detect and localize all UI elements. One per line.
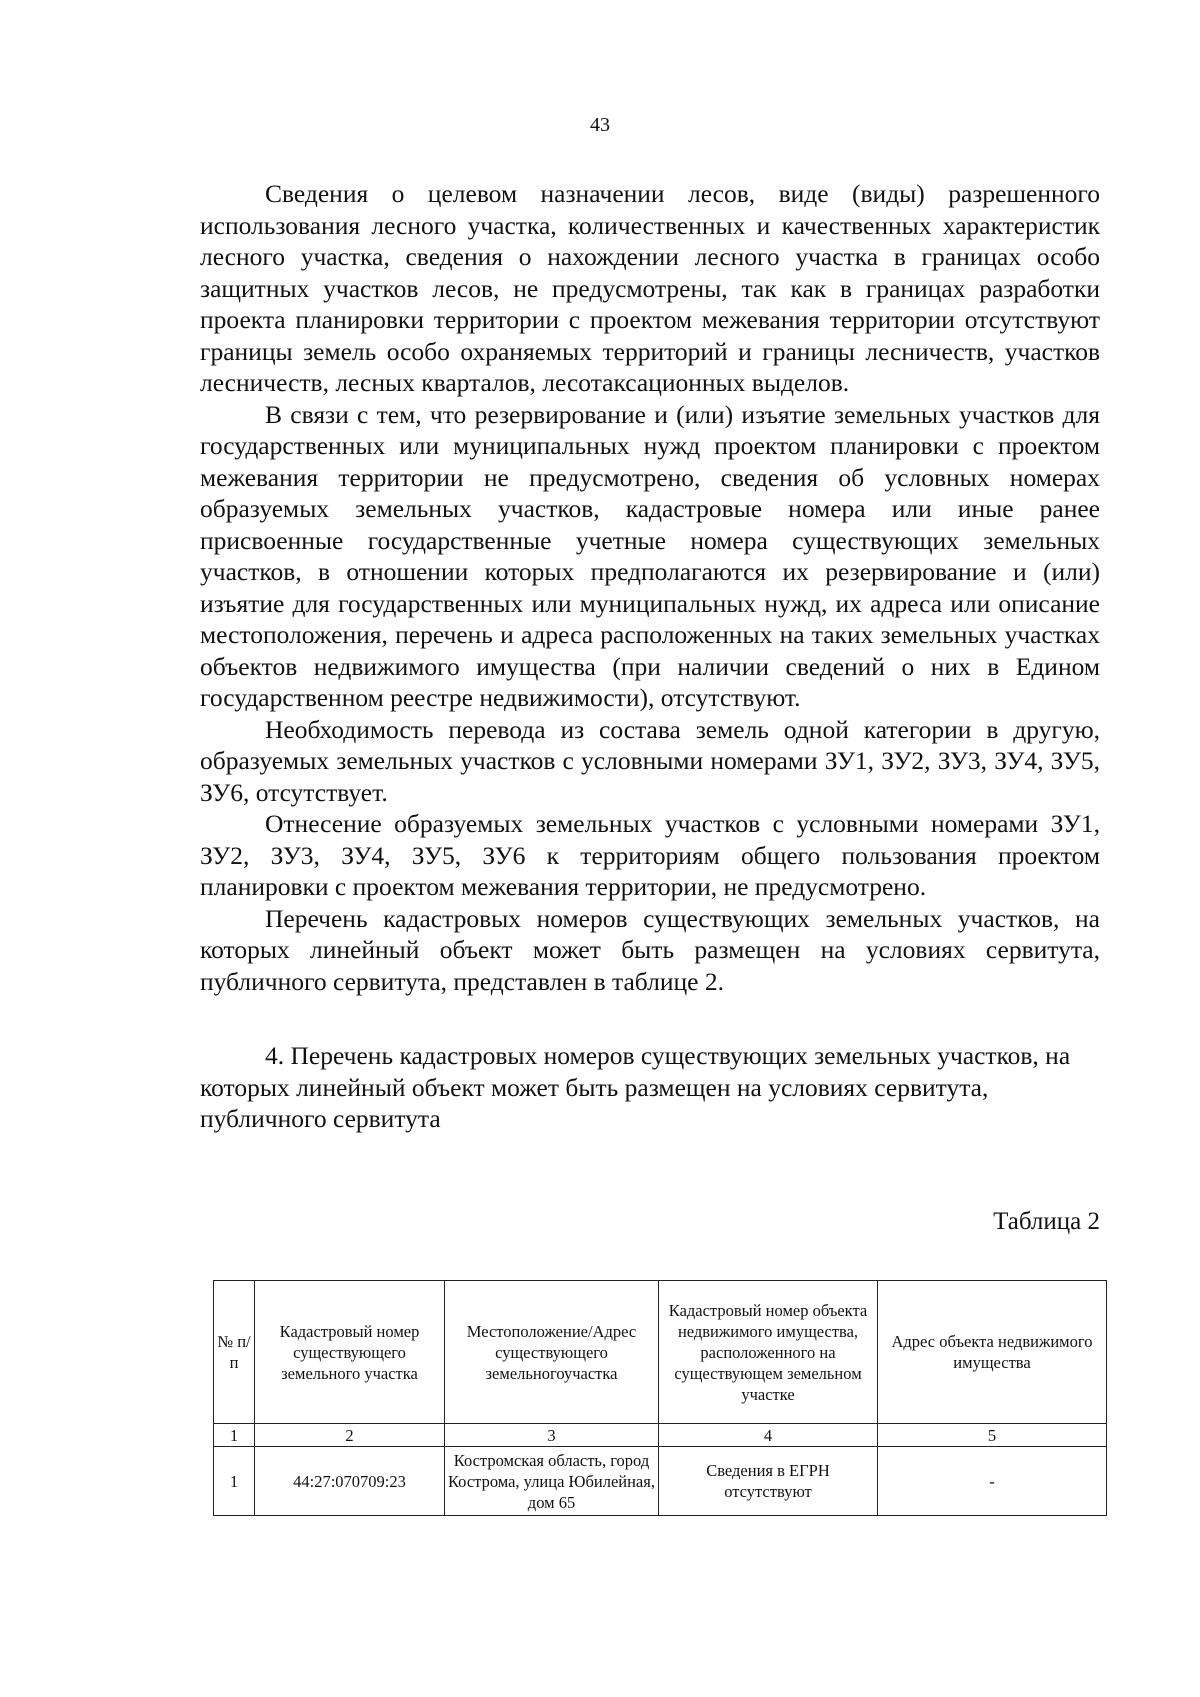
section-heading: 4. Перечень кадастровых номеров существующих земельных участков, на которых линейный объект может быть размещен на условиях сервитута, публичного сервитута: [200, 1041, 1071, 1133]
cell-object-address: -: [878, 1447, 1107, 1516]
cell-cadastral-number: 44:27:070709:23: [255, 1447, 445, 1516]
cell-row-number: 1: [214, 1447, 255, 1516]
column-number: 5: [878, 1424, 1107, 1447]
paragraph-forest-info: Сведения о целевом назначении лесов, виде (виды) разрешенного использования лесного участка, количественных и качественных характеристик лесного участка, сведения о нахождении лесного участка в границах особо защитных участков лесов, не предусмотрены, так как в границах разработки проекта планировки территории с проектом межевания территории отсутствуют границы земель особо охраняемых территорий и границы лесничеств, участков лесничеств, лесных кварталов, лесотаксационных выделов.: [200, 179, 1100, 397]
paragraph-servitude-reference: Перечень кадастровых номеров существующих земельных участков, на которых линейный объект может быть размещен на условиях сервитута, публичного сервитута, представлен в таблице 2.: [200, 903, 1100, 996]
header-object-address: Адрес объекта недвижимого имущества: [878, 1281, 1107, 1424]
column-number: 1: [214, 1424, 255, 1447]
table-header-row: [214, 1281, 1107, 1424]
servitude-table-wrapper: [213, 1280, 1106, 1516]
cell-location: Костромская область, город Кострома, улица Юбилейная, дом 65: [445, 1447, 659, 1516]
servitude-table: [213, 1280, 1107, 1516]
cell-object-cadastral-number: Сведения в ЕГРН отсутствуют: [659, 1447, 878, 1516]
body-text: [200, 178, 1100, 997]
page-number: 43: [590, 114, 610, 136]
paragraph-reservation: В связи с тем, что резервирование и (или) изъятие земельных участков для государственных или муниципальных нужд проектом планировки с проектом межевания территории не предусмотрено, сведения об условных номерах образуемых земельных участков, кадастровые номера или иные ранее присвоенные государственные учетные номера существующих земельных участков, в отношении которых предполагаются их резервирование и (или) изъятие для государственных или муниципальных нужд, их адреса или описание местоположения, перечень и адреса расположенных на таких земельных участках объектов недвижимого имущества (при наличии сведений о них в Едином государственном реестре недвижимости), отсутствуют.: [200, 399, 1100, 712]
column-number: 2: [255, 1424, 445, 1447]
header-row-number: № п/п: [214, 1281, 255, 1424]
paragraph-land-category: Необходимость перевода из состава земель одной категории в другую, образуемых земельных участков с условными номерами ЗУ1, ЗУ2, ЗУ3, ЗУ4, ЗУ5, ЗУ6, отсутствует.: [200, 714, 1100, 807]
header-location: Местоположение/Адрес существующего земельногоучастка: [445, 1281, 659, 1424]
column-number: 4: [659, 1424, 878, 1447]
table-column-numbers-row: [214, 1424, 1107, 1447]
header-object-cadastral-number: Кадастровый номер объекта недвижимого имущества, расположенного на существующем земельном участке: [659, 1281, 878, 1424]
header-cadastral-number: Кадастровый номер существующего земельного участка: [255, 1281, 445, 1424]
paragraph-public-territory: Отнесение образуемых земельных участков с условными номерами ЗУ1, ЗУ2, ЗУ3, ЗУ4, ЗУ5, ЗУ6 к территориям общего пользования проектом планировки с проектом межевания территории, не предусмотрено.: [200, 809, 1100, 901]
table-row: [214, 1447, 1107, 1516]
table-caption: Таблица 2: [993, 1208, 1100, 1235]
column-number: 3: [445, 1424, 659, 1447]
